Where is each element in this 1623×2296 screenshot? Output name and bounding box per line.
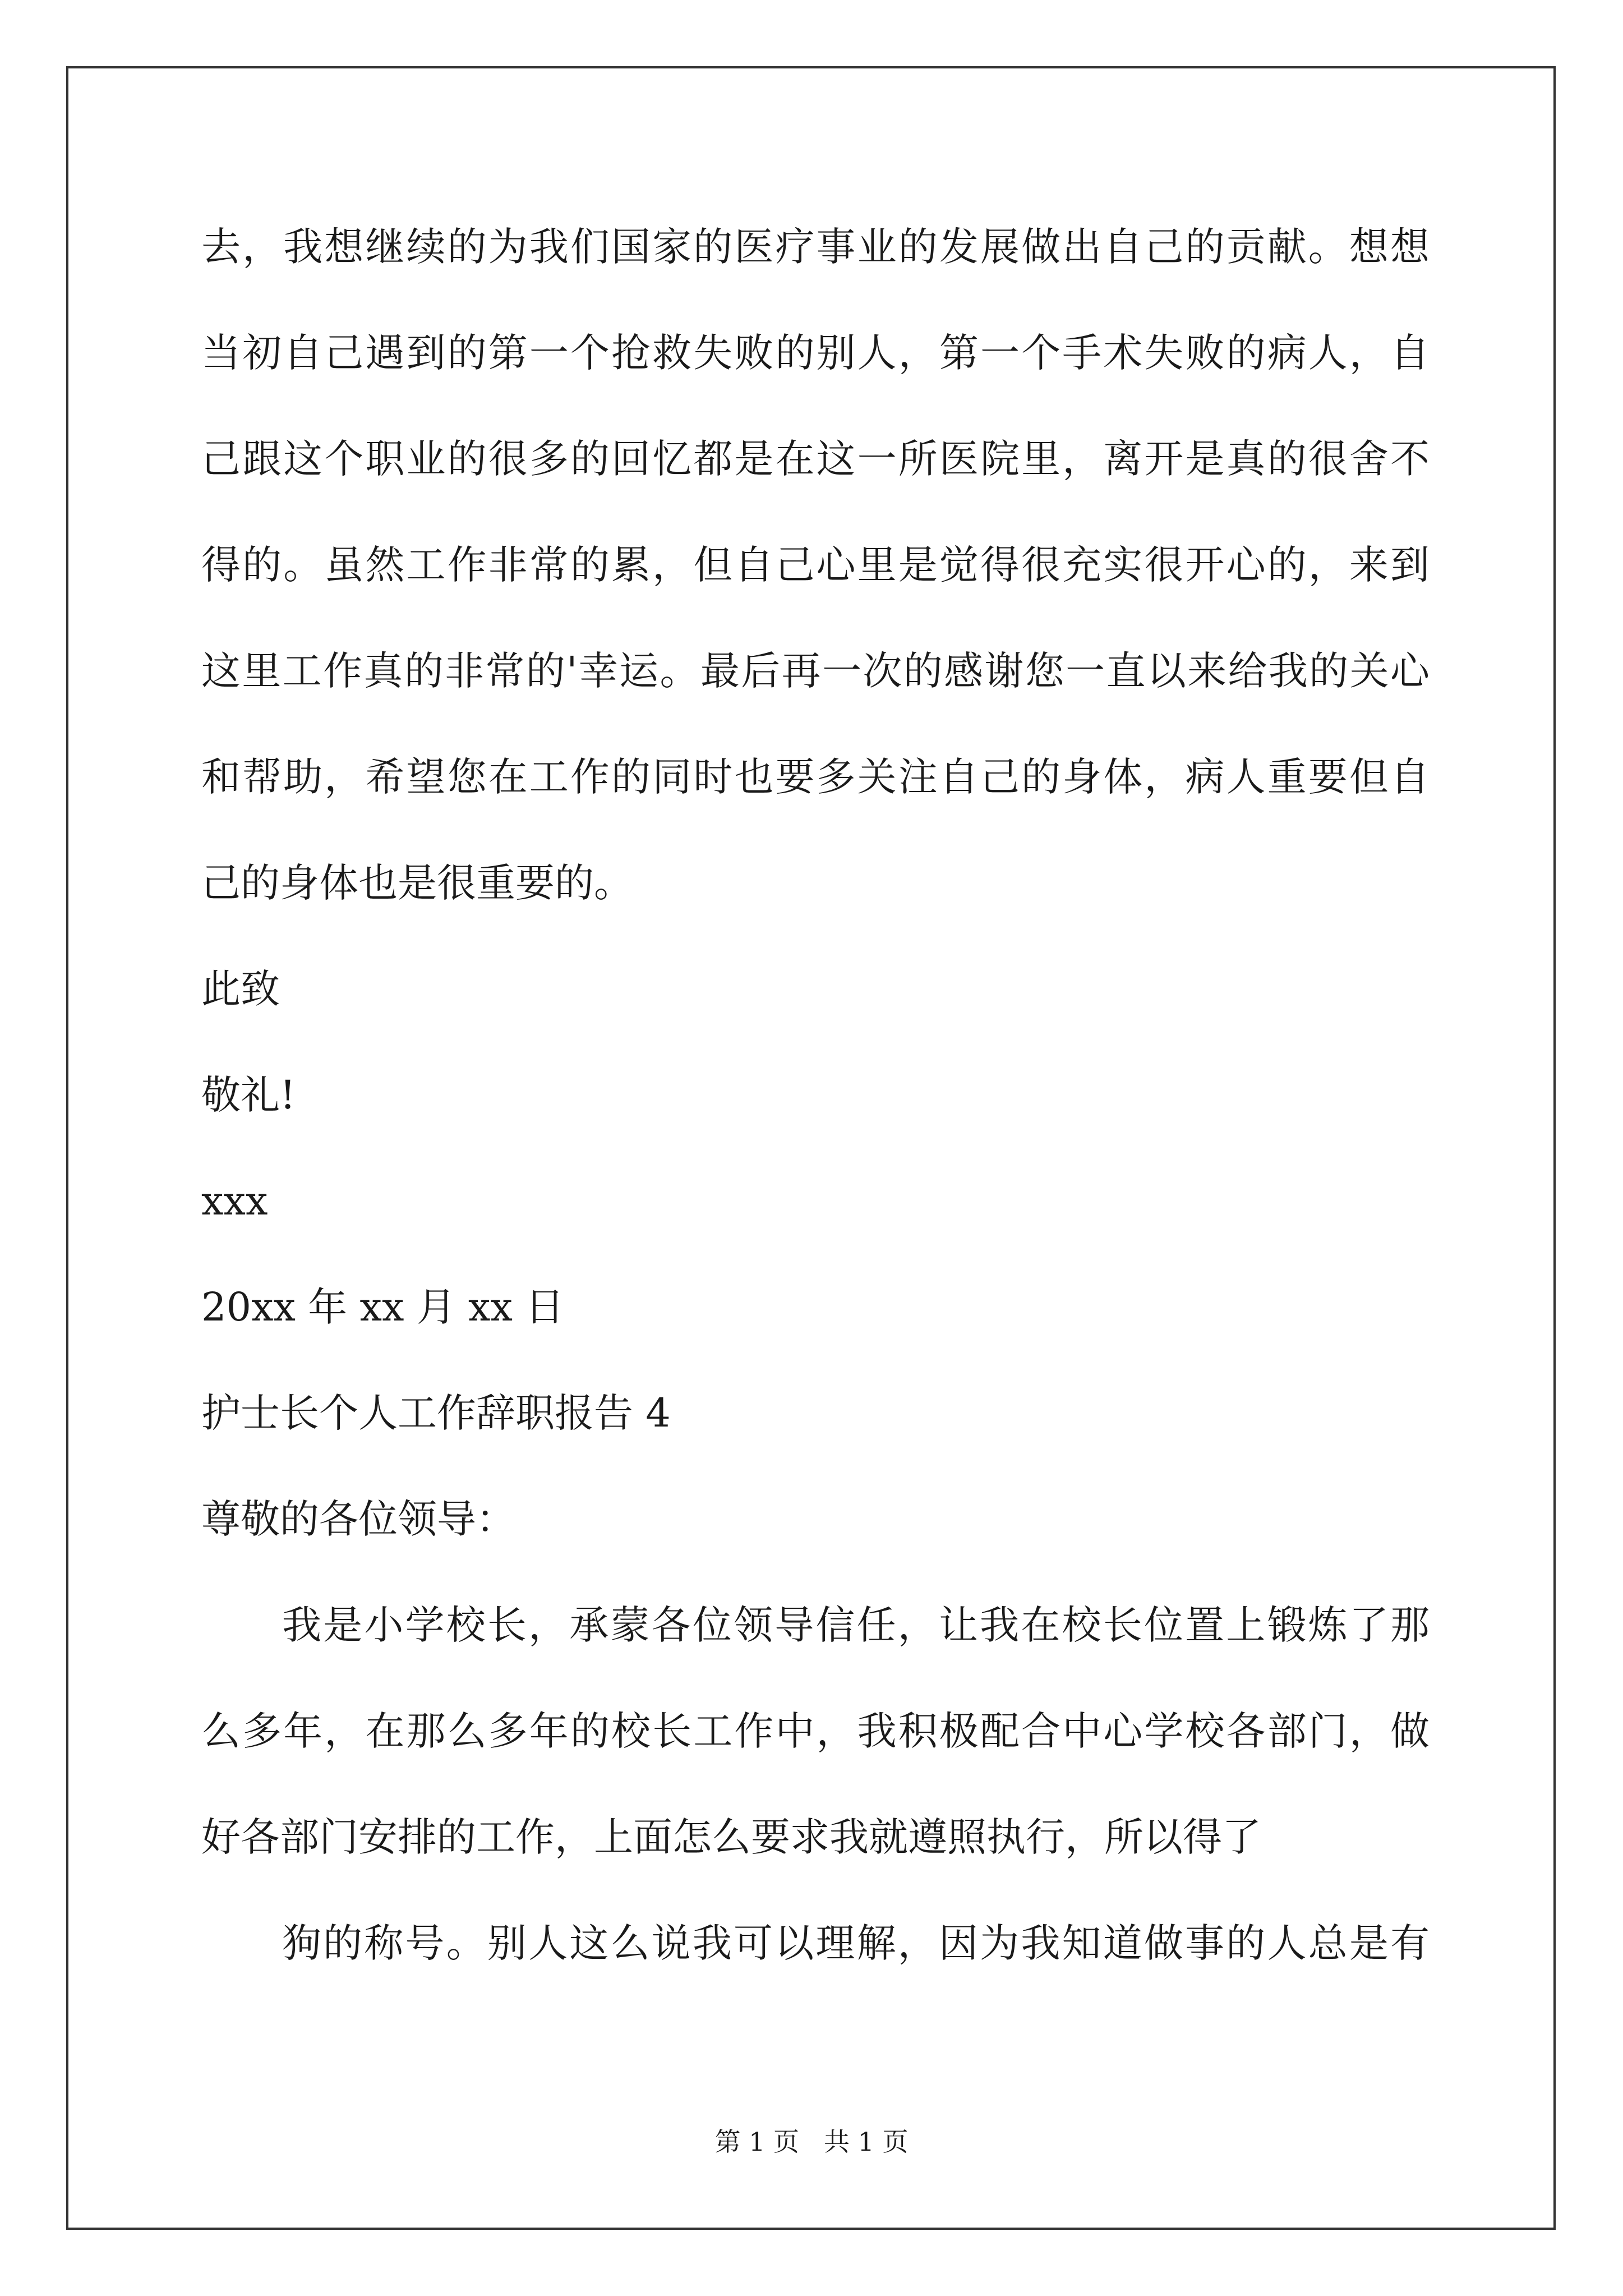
page-footer bbox=[0, 2125, 1623, 2159]
paragraph-line: 和帮助，希望您在工作的同时也要多关注自己的身体，病人重要但自 bbox=[201, 754, 1430, 800]
paragraph-line: 去，我想继续的为我们国家的医疗事业的发展做出自己的贡献。想想 bbox=[201, 224, 1430, 270]
paragraph-line: 己跟这个职业的很多的回忆都是在这一所医院里，离开是真的很舍不 bbox=[201, 436, 1430, 482]
page-total: 共 1 页 bbox=[823, 2127, 909, 2157]
letter-greeting: 尊敬的各位领导： bbox=[201, 1496, 515, 1542]
closing-greeting: 敬礼! bbox=[201, 1072, 296, 1118]
signature-date: 20xx 年 xx 月 xx 日 bbox=[201, 1284, 565, 1330]
section-title: 护士长个人工作辞职报告 4 bbox=[201, 1390, 671, 1436]
paragraph-line: 这里工作真的非常的'幸运。最后再一次的感谢您一直以来给我的关心 bbox=[201, 648, 1430, 694]
page-border bbox=[66, 66, 1556, 2230]
paragraph-line: 么多年，在那么多年的校长工作中，我积极配合中心学校各部门，做 bbox=[201, 1708, 1430, 1754]
paragraph-line: 己的身体也是很重要的。 bbox=[201, 860, 633, 906]
closing-salutation: 此致 bbox=[201, 966, 280, 1012]
paragraph-line: 我是小学校长，承蒙各位领导信任，让我在校长位置上锻炼了那 bbox=[282, 1602, 1430, 1648]
paragraph-line: 当初自己遇到的第一个抢救失败的别人，第一个手术失败的病人，自 bbox=[201, 330, 1430, 376]
paragraph-line: 好各部门安排的工作，上面怎么要求我就遵照执行，所以得了 bbox=[201, 1814, 1261, 1860]
paragraph-line: 狗的称号。别人这么说我可以理解，因为我知道做事的人总是有 bbox=[282, 1920, 1430, 1966]
paragraph-line: 得的。虽然工作非常的累，但自己心里是觉得很充实很开心的，来到 bbox=[201, 542, 1430, 588]
page-number: 第 1 页 bbox=[714, 2127, 800, 2157]
signature-name: xxx bbox=[201, 1178, 268, 1224]
